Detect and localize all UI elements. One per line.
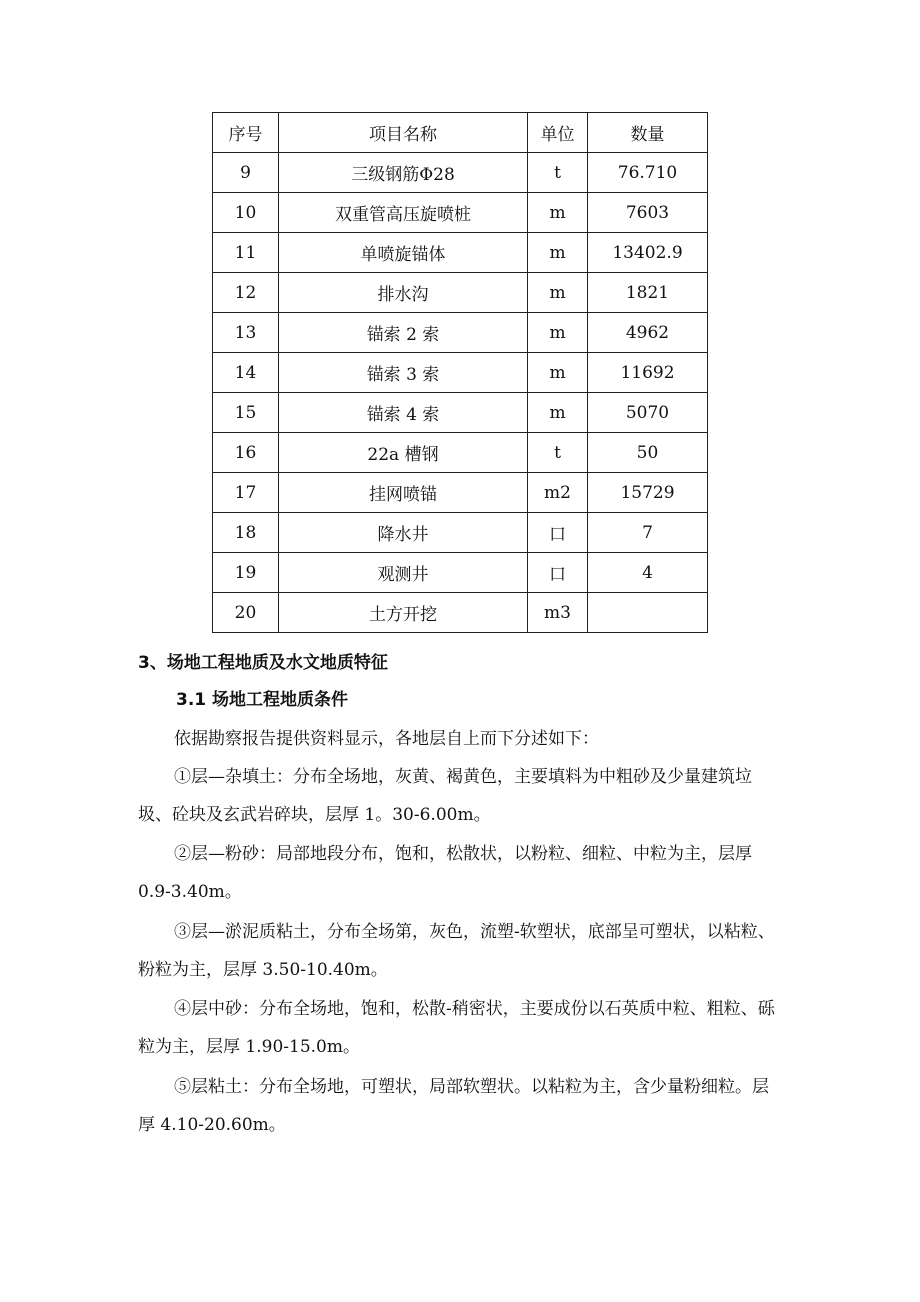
- cell-unit: 口: [528, 553, 588, 593]
- cell-item-name: 锚索 3 索: [279, 353, 528, 393]
- layer-4-paragraph: ④层中砂：分布全场地，饱和，松散-稍密状，主要成份以石英质中粒、粗粒、砾粒为主，层厚 1.90-15.0m。: [138, 999, 775, 1057]
- cell-unit: m: [528, 193, 588, 233]
- cell-unit: t: [528, 153, 588, 193]
- table-row: [213, 393, 708, 433]
- cell-quantity: 4962: [588, 313, 708, 353]
- cell-unit: 口: [528, 513, 588, 553]
- cell-index: 10: [213, 193, 279, 233]
- table-row: [213, 513, 708, 553]
- cell-unit: m: [528, 233, 588, 273]
- cell-index: 12: [213, 273, 279, 313]
- cell-quantity: 7: [588, 513, 708, 553]
- subsection-heading: 3.1 场地工程地质条件: [176, 690, 349, 710]
- cell-quantity: 76.710: [588, 153, 708, 193]
- table-row: [213, 473, 708, 513]
- cell-index: 20: [213, 593, 279, 633]
- cell-index: 11: [213, 233, 279, 273]
- table-row: [213, 353, 708, 393]
- layer-3-paragraph: ③层—淤泥质粘土，分布全场第，灰色，流塑-软塑状，底部呈可塑状，以粘粒、粉粒为主，层厚 3.50-10.40m。: [138, 922, 775, 980]
- table-row: [213, 193, 708, 233]
- cell-item-name: 锚索 2 索: [279, 313, 528, 353]
- cell-index: 19: [213, 553, 279, 593]
- cell-unit: m3: [528, 593, 588, 633]
- cell-quantity: 4: [588, 553, 708, 593]
- cell-unit: m: [528, 353, 588, 393]
- table-row: [213, 593, 708, 633]
- quantities-table: [212, 112, 708, 633]
- intro-paragraph: 依据勘察报告提供资料显示，各地层自上而下分述如下：: [174, 729, 599, 749]
- cell-index: 18: [213, 513, 279, 553]
- header-unit: 单位: [528, 113, 588, 153]
- table-header-row: [213, 113, 708, 153]
- cell-quantity: 15729: [588, 473, 708, 513]
- cell-index: 17: [213, 473, 279, 513]
- cell-quantity: 11692: [588, 353, 708, 393]
- cell-quantity: 50: [588, 433, 708, 473]
- section-heading: 3、场地工程地质及水文地质特征: [138, 653, 388, 673]
- cell-unit: m: [528, 273, 588, 313]
- cell-unit: m2: [528, 473, 588, 513]
- cell-item-name: 锚索 4 索: [279, 393, 528, 433]
- table-row: [213, 153, 708, 193]
- cell-item-name: 单喷旋锚体: [279, 233, 528, 273]
- cell-unit: m: [528, 313, 588, 353]
- table-row: [213, 313, 708, 353]
- table-row: [213, 233, 708, 273]
- cell-item-name: 土方开挖: [279, 593, 528, 633]
- cell-item-name: 双重管高压旋喷桩: [279, 193, 528, 233]
- layer-2-paragraph: ②层—粉砂：局部地段分布，饱和，松散状，以粉粒、细粒、中粒为主，层厚 0.9-3.40m。: [138, 844, 752, 902]
- layer-1-paragraph: ①层—杂填土：分布全场地，灰黄、褐黄色，主要填料为中粗砂及少量建筑垃圾、砼块及玄武岩碎块，层厚 1。30-6.00m。: [138, 767, 752, 825]
- cell-quantity: 1821: [588, 273, 708, 313]
- layer-5-paragraph: ⑤层粘土：分布全场地，可塑状，局部软塑状。以粘粒为主，含少量粉细粒。层厚 4.10-20.60m。: [138, 1077, 769, 1135]
- header-quantity: 数量: [588, 113, 708, 153]
- cell-quantity: 13402.9: [588, 233, 708, 273]
- cell-item-name: 三级钢筋Φ28: [279, 153, 528, 193]
- cell-item-name: 挂网喷锚: [279, 473, 528, 513]
- cell-item-name: 降水井: [279, 513, 528, 553]
- cell-quantity: 7603: [588, 193, 708, 233]
- cell-quantity: [588, 593, 708, 633]
- cell-index: 13: [213, 313, 279, 353]
- cell-item-name: 排水沟: [279, 273, 528, 313]
- cell-unit: m: [528, 393, 588, 433]
- header-item-name: 项目名称: [279, 113, 528, 153]
- cell-item-name: 22a 槽钢: [279, 433, 528, 473]
- table-row: [213, 433, 708, 473]
- table-row: [213, 553, 708, 593]
- cell-index: 15: [213, 393, 279, 433]
- cell-index: 16: [213, 433, 279, 473]
- cell-index: 9: [213, 153, 279, 193]
- cell-quantity: 5070: [588, 393, 708, 433]
- table-row: [213, 273, 708, 313]
- cell-unit: t: [528, 433, 588, 473]
- cell-item-name: 观测井: [279, 553, 528, 593]
- header-index: 序号: [213, 113, 279, 153]
- cell-index: 14: [213, 353, 279, 393]
